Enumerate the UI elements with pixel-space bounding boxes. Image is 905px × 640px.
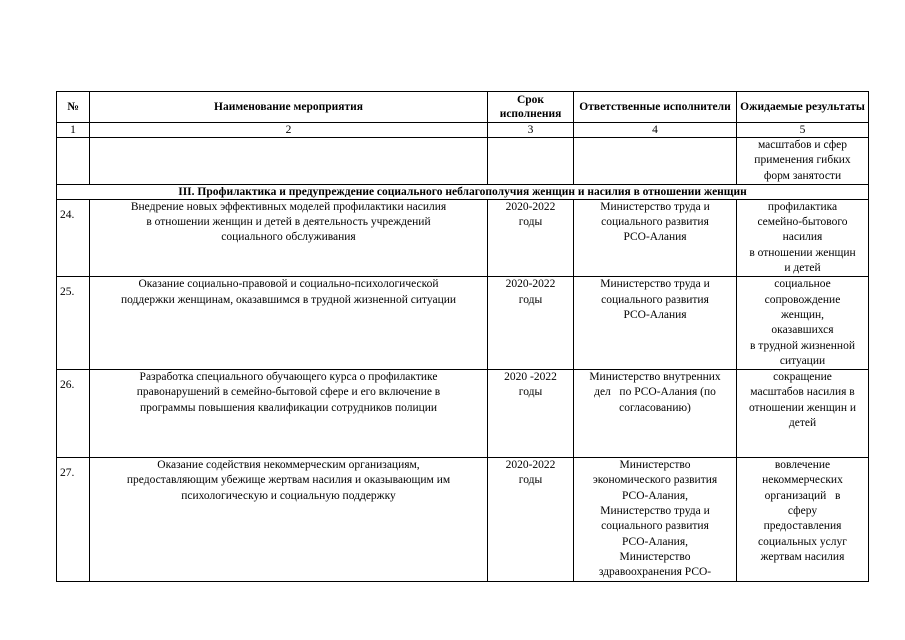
responsible: Министерство экономического развития РСО-Алания, Министерство труда и социального развития РСО-Алания, Министерство здравоохранения РСО- (574, 458, 737, 581)
column-number-row (57, 123, 869, 138)
deadline: 2020 -2022 годы (488, 370, 574, 458)
table-row (57, 199, 869, 276)
header-expected-results: Ожидаемые результаты (737, 92, 869, 123)
responsible: Министерство труда и социального развития РСО-Алания (574, 277, 737, 370)
event-name: Оказание содействия некоммерческим организациям, предоставляющим убежище жертвам насилия и оказывающим им психологическую и социальную поддержку (90, 458, 488, 581)
deadline: 2020-2022 годы (488, 199, 574, 276)
expected-result: социальное сопровождение женщин, оказавшихся в трудной жизненной ситуации (737, 277, 869, 370)
event-name: Внедрение новых эффективных моделей профилактики насилия в отношении женщин и детей в деятельность учреждений социального обслуживания (90, 199, 488, 276)
table-row (57, 458, 869, 581)
header-event-name: Наименование мероприятия (90, 92, 488, 123)
event-name: Оказание социально-правовой и социально-психологической поддержки женщинам, оказавшимся в трудной жизненной ситуации (90, 277, 488, 370)
expected-result: вовлечение некоммерческих организаций в сферу предоставления социальных услуг жертвам насилия (737, 458, 869, 581)
row-number: 27. (60, 467, 75, 480)
responsible: Министерство внутренних дел по РСО-Алания (по согласованию) (574, 370, 737, 458)
table-row (57, 370, 869, 458)
event-name: Разработка специального обучающего курса о профилактике правонарушений в семейно-бытовой сфере и его включение в программы повышения квалификации сотрудников полиции (90, 370, 488, 458)
action-plan-table (56, 91, 869, 582)
responsible: Министерство труда и социального развития РСО-Алания (574, 199, 737, 276)
section-heading-row (57, 184, 869, 199)
column-index: 3 (488, 123, 574, 138)
deadline: 2020-2022 годы (488, 458, 574, 581)
column-index: 4 (574, 123, 737, 138)
row-number: 25. (60, 286, 75, 299)
header-responsible: Ответственные исполнители (574, 92, 737, 123)
expected-result: профилактика семейно-бытового насилия в отношении женщин и детей (737, 199, 869, 276)
header-number: № (57, 92, 90, 123)
continuation-result: масштабов и сфер применения гибких форм занятости (737, 138, 869, 185)
deadline: 2020-2022 годы (488, 277, 574, 370)
column-index: 1 (57, 123, 90, 138)
expected-result: сокращение масштабов насилия в отношении женщин и детей (737, 370, 869, 458)
table-header-row (57, 92, 869, 123)
section-title: III. Профилактика и предупреждение социального неблагополучия женщин и насилия в отношении женщин (57, 184, 869, 199)
table-row (57, 277, 869, 370)
row-number: 24. (60, 208, 75, 221)
column-index: 5 (737, 123, 869, 138)
header-deadline: Срок исполнения (488, 92, 574, 123)
column-index: 2 (90, 123, 488, 138)
continuation-row (57, 138, 869, 185)
row-number: 26. (60, 379, 75, 392)
